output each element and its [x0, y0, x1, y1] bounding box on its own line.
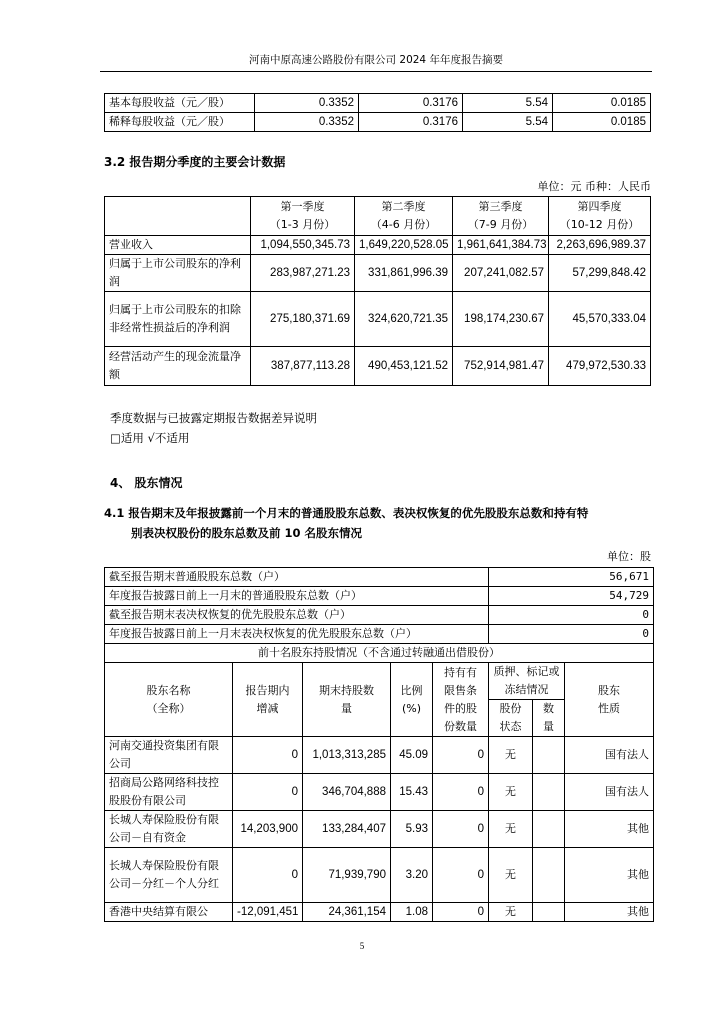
table-cell: 5.54 — [463, 94, 553, 113]
row-label: 基本每股收益（元／股） — [105, 94, 255, 113]
table-cell: 0.3176 — [359, 94, 463, 113]
table-title-row — [105, 644, 654, 663]
column-header: 比例 (%) — [391, 663, 433, 737]
section-4-title: 4、 股东情况 — [110, 476, 183, 490]
row-label: 稀释每股收益（元／股） — [105, 113, 255, 132]
table-row — [105, 625, 654, 644]
table-row — [105, 587, 654, 606]
table-row — [105, 113, 651, 132]
column-header: 持有有 限售条 件的股 份数量 — [433, 663, 489, 737]
table-cell: 283,987,271.23 — [251, 255, 355, 292]
table-header-row — [105, 197, 651, 236]
table-cell: 56,671 — [489, 568, 654, 587]
table-cell: 1,094,550,345.73 — [251, 236, 355, 255]
table-row — [105, 94, 651, 113]
table-cell — [533, 774, 565, 811]
table-cell: 133,284,407 — [303, 811, 391, 848]
table-cell: 5.93 — [391, 811, 433, 848]
table-cell: 275,180,371.69 — [251, 292, 355, 347]
table-row — [105, 737, 654, 774]
row-label: 归属于上市公司股东的净利润 — [105, 255, 251, 292]
quarter-unit: 单位：元 币种：人民币 — [537, 180, 651, 193]
row-label: 经营活动产生的现金流量净额 — [105, 347, 251, 386]
table-cell: 45.09 — [391, 737, 433, 774]
shareholder-name: 长城人寿保险股份有限公司－自有资金 — [105, 811, 233, 848]
row-label: 年度报告披露日前上一月末的普通股股东总数（户） — [105, 587, 489, 606]
table-row — [105, 347, 651, 386]
shareholder-name: 香港中央结算有限公 — [105, 903, 233, 922]
table-cell: 0 — [489, 625, 654, 644]
row-label: 年度报告披露日前上一月末表决权恢复的优先股股东总数（户） — [105, 625, 489, 644]
table-cell: 5.54 — [463, 113, 553, 132]
table-row — [105, 774, 654, 811]
table-cell: 1,961,641,384.73 — [453, 236, 549, 255]
table-row — [105, 606, 654, 625]
row-label: 营业收入 — [105, 236, 251, 255]
table-cell: 207,241,082.57 — [453, 255, 549, 292]
shareholder-name: 长城人寿保险股份有限公司－分红－个人分红 — [105, 848, 233, 903]
column-header: 数 量 — [533, 700, 565, 737]
table-cell — [533, 848, 565, 903]
section-3-2-title: 3.2 报告期分季度的主要会计数据 — [104, 155, 286, 169]
row-label: 归属于上市公司股东的扣除非经常性损益后的净利润 — [105, 292, 251, 347]
table-row — [105, 848, 654, 903]
row-label: 截至报告期末普通股股东总数（户） — [105, 568, 489, 587]
table-cell: 1.08 — [391, 903, 433, 922]
table-cell: 14,203,900 — [233, 811, 303, 848]
table-cell: 无 — [489, 737, 533, 774]
column-header: 第四季度 （10-12 月份） — [549, 197, 651, 236]
table-cell — [533, 737, 565, 774]
table-cell: 324,620,721.35 — [355, 292, 453, 347]
table-cell: 0.0185 — [553, 113, 651, 132]
table-row — [105, 568, 654, 587]
table-cell: 国有法人 — [565, 737, 654, 774]
table-cell: 45,570,333.04 — [549, 292, 651, 347]
column-header: 股东名称 （全称） — [105, 663, 233, 737]
table-cell: 752,914,981.47 — [453, 347, 549, 386]
table-cell: 0.3176 — [359, 113, 463, 132]
eps-table — [104, 93, 651, 132]
table-cell: 无 — [489, 848, 533, 903]
table-cell: 无 — [489, 811, 533, 848]
table-cell — [533, 903, 565, 922]
column-header: 质押、标记或 冻结情况 — [489, 663, 565, 700]
table-cell: 387,877,113.28 — [251, 347, 355, 386]
table-cell: 0 — [433, 848, 489, 903]
table-cell: 54,729 — [489, 587, 654, 606]
column-header: 期末持股数 量 — [303, 663, 391, 737]
shareholder-name: 招商局公路网络科技控股股份有限公司 — [105, 774, 233, 811]
table-cell: 0 — [233, 848, 303, 903]
table-cell: 198,174,230.67 — [453, 292, 549, 347]
table-cell: 其他 — [565, 811, 654, 848]
share-unit: 单位：股 — [607, 550, 651, 563]
table-cell: 0 — [433, 774, 489, 811]
column-header: 第一季度 （1-3 月份） — [251, 197, 355, 236]
table-cell: 0 — [233, 737, 303, 774]
page-header: 河南中原高速公路股份有限公司 2024 年年度报告摘要 — [100, 52, 652, 72]
table-cell: 国有法人 — [565, 774, 654, 811]
page-number: 5 — [359, 941, 365, 951]
column-header: 股东 性质 — [565, 663, 654, 737]
table-cell: 0 — [433, 903, 489, 922]
table-cell: 1,013,313,285 — [303, 737, 391, 774]
table-cell: 15.43 — [391, 774, 433, 811]
table-cell: 0.3352 — [255, 94, 359, 113]
section-4-1-title-line1: 4.1 报告期末及年报披露前一个月末的普通股股东总数、表决权恢复的优先股股东总数和持有特 — [104, 506, 589, 520]
table-row — [105, 255, 651, 292]
table-cell: 0 — [489, 606, 654, 625]
table-cell: 其他 — [565, 848, 654, 903]
table-row — [105, 903, 654, 922]
table-cell: 346,704,888 — [303, 774, 391, 811]
table-cell: 479,972,530.33 — [549, 347, 651, 386]
shareholder-table — [104, 567, 654, 922]
table-cell: 331,861,996.39 — [355, 255, 453, 292]
table-cell: 71,939,790 — [303, 848, 391, 903]
quarterly-table — [104, 196, 651, 386]
column-header: 股份 状态 — [489, 700, 533, 737]
column-header: 报告期内 增减 — [233, 663, 303, 737]
table-cell: 0.3352 — [255, 113, 359, 132]
table-cell: 0 — [433, 737, 489, 774]
table-cell: -12,091,451 — [233, 903, 303, 922]
column-header: 第二季度 （4-6 月份） — [355, 197, 453, 236]
row-label: 截至报告期末表决权恢复的优先股股东总数（户） — [105, 606, 489, 625]
table-cell — [533, 811, 565, 848]
table-cell: 3.20 — [391, 848, 433, 903]
column-header: 第三季度 （7-9 月份） — [453, 197, 549, 236]
shareholder-name: 河南交通投资集团有限公司 — [105, 737, 233, 774]
table-cell: 490,453,121.52 — [355, 347, 453, 386]
table-cell: 0 — [233, 774, 303, 811]
table-header-row — [105, 663, 654, 700]
table-cell: 其他 — [565, 903, 654, 922]
top10-title: 前十名股东持股情况（不含通过转融通出借股份） — [105, 644, 654, 663]
table-cell: 57,299,848.42 — [549, 255, 651, 292]
quarter-diff-note: 季度数据与已披露定期报告数据差异说明 — [110, 411, 317, 425]
table-cell: 0.0185 — [553, 94, 651, 113]
table-cell: 无 — [489, 774, 533, 811]
table-cell: 2,263,696,989.37 — [549, 236, 651, 255]
section-4-1-title-line2: 别表决权股份的股东总数及前 10 名股东情况 — [131, 526, 363, 540]
table-row — [105, 236, 651, 255]
quarter-diff-options: □适用 √不适用 — [110, 431, 190, 445]
table-cell: 24,361,154 — [303, 903, 391, 922]
table-cell: 无 — [489, 903, 533, 922]
table-cell: 0 — [433, 811, 489, 848]
table-cell: 1,649,220,528.05 — [355, 236, 453, 255]
table-row — [105, 292, 651, 347]
table-row — [105, 811, 654, 848]
